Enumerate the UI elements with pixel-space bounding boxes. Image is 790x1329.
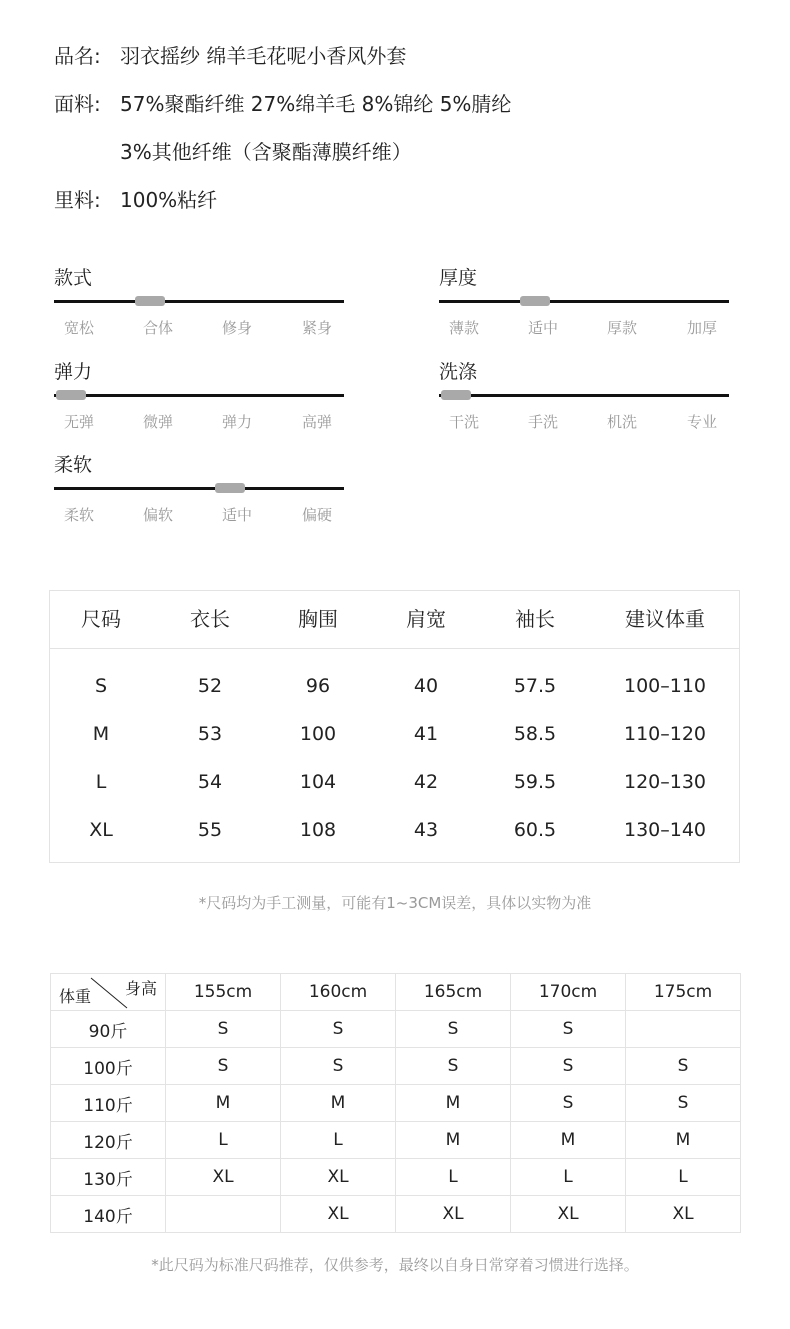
corner-cell: [51, 974, 166, 1011]
attr-track: [54, 487, 344, 490]
size-cell: S: [281, 1048, 396, 1085]
attr-option: 专业: [686, 413, 717, 431]
size-header-cell: 尺码: [81, 607, 121, 631]
height-header-cell: 175cm: [626, 974, 741, 1011]
fabric-value-1: 57%聚酯纤维 27%绵羊毛 8%锦纶 5%腈纶: [120, 92, 512, 116]
size-header-cell: 衣长: [190, 607, 230, 631]
recommendation-note: *此尺码为标准尺码推荐，仅供参考，最终以自身日常穿着习惯进行选择。: [151, 1256, 639, 1274]
attr-options: [54, 412, 374, 432]
attr-knob: [441, 390, 471, 400]
size-cell: 96: [305, 675, 331, 697]
table-row: [51, 1048, 741, 1085]
size-header-cell: 胸围: [298, 607, 338, 631]
table-row: [51, 1196, 741, 1233]
size-cell: 41: [413, 723, 439, 745]
size-cell: 57.5: [513, 675, 557, 697]
size-cell: 54: [197, 771, 223, 793]
size-cell: [626, 1011, 741, 1048]
attr-scale-style: [54, 266, 344, 337]
attr-knob: [56, 390, 86, 400]
size-cell: 60.5: [513, 819, 557, 841]
size-cell: 53: [197, 723, 223, 745]
size-cell: XL: [166, 1159, 281, 1196]
size-cell: XL: [281, 1159, 396, 1196]
height-header-cell: 170cm: [511, 974, 626, 1011]
product-name-label: 品名:: [54, 44, 101, 68]
attr-scale-thickness: [439, 266, 729, 337]
attr-scale-washing: [439, 360, 729, 431]
size-cell: L: [281, 1122, 396, 1159]
attr-option: 偏硬: [301, 506, 332, 524]
size-cell: 55: [197, 819, 223, 841]
size-cell: 58.5: [513, 723, 557, 745]
table-row: [51, 1159, 741, 1196]
weight-cell: 100斤: [51, 1048, 166, 1085]
size-cell: S: [166, 1048, 281, 1085]
weight-cell: 110斤: [51, 1085, 166, 1122]
weight-cell: 120斤: [51, 1122, 166, 1159]
attr-option: 加厚: [686, 319, 717, 337]
fabric-value-2: 3%其他纤维（含聚酯薄膜纤维）: [120, 140, 412, 164]
table-row: [50, 810, 739, 850]
size-cell: M: [626, 1122, 741, 1159]
size-cell: XL: [89, 819, 113, 841]
product-name-value: 羽衣摇纱 绵羊毛花呢小香风外套: [120, 44, 407, 68]
attr-track: [54, 300, 344, 303]
size-cell: 59.5: [513, 771, 557, 793]
size-table-note: *尺码均为手工测量，可能有1~3CM误差，具体以实物为准: [198, 894, 592, 912]
size-cell: L: [166, 1122, 281, 1159]
height-axis-label: 身高: [124, 979, 157, 998]
attr-knob: [215, 483, 245, 493]
product-name-line: [54, 44, 406, 68]
size-header-cell: 袖长: [515, 607, 555, 631]
attr-option: 微弹: [142, 413, 173, 431]
height-header-cell: 165cm: [396, 974, 511, 1011]
attr-option: 无弹: [63, 413, 94, 431]
size-cell: XL: [511, 1196, 626, 1233]
table-row: [50, 714, 739, 754]
size-cell: S: [511, 1048, 626, 1085]
attr-option: 修身: [221, 319, 252, 337]
size-cell: 43: [413, 819, 439, 841]
attr-options: [54, 505, 374, 525]
attr-option: 紧身: [301, 319, 332, 337]
size-cell: 104: [299, 771, 337, 793]
weight-cell: 130斤: [51, 1159, 166, 1196]
size-cell: 110–120: [623, 723, 707, 745]
size-cell: 100: [299, 723, 337, 745]
size-cell: S: [396, 1011, 511, 1048]
size-cell: [166, 1196, 281, 1233]
attr-option: 适中: [527, 319, 558, 337]
attr-option: 偏软: [142, 506, 173, 524]
size-cell: S: [281, 1011, 396, 1048]
attr-option: 柔软: [63, 506, 94, 524]
size-cell: 52: [197, 675, 223, 697]
size-header-cell: 肩宽: [406, 607, 446, 631]
attr-scale-softness: [54, 453, 344, 524]
table-row: [50, 762, 739, 802]
attr-track: [439, 300, 729, 303]
size-header-cell: 建议体重: [625, 607, 705, 631]
table-row: [51, 974, 741, 1011]
size-cell: S: [166, 1011, 281, 1048]
attr-option: 弹力: [221, 413, 252, 431]
size-cell: M: [166, 1085, 281, 1122]
fabric-line: [54, 92, 511, 116]
attr-option: 干洗: [448, 413, 479, 431]
fabric-label: 面料:: [54, 92, 101, 116]
attr-title: 洗涤: [439, 361, 478, 383]
attr-title: 厚度: [439, 267, 478, 289]
size-cell: L: [511, 1159, 626, 1196]
attr-option: 厚款: [606, 319, 637, 337]
size-recommendation-table: [50, 973, 741, 1233]
lining-value: 100%粘纤: [120, 188, 218, 212]
lining-line: [54, 188, 217, 212]
size-cell: S: [511, 1085, 626, 1122]
attr-options: [54, 318, 374, 338]
attr-option: 适中: [221, 506, 252, 524]
attr-title: 弹力: [54, 361, 93, 383]
weight-cell: 140斤: [51, 1196, 166, 1233]
attr-option: 宽松: [63, 319, 94, 337]
lining-label: 里料:: [54, 188, 101, 212]
size-cell: L: [626, 1159, 741, 1196]
size-cell: L: [95, 771, 107, 793]
attr-knob: [520, 296, 550, 306]
size-cell: M: [281, 1085, 396, 1122]
attr-option: 薄款: [448, 319, 479, 337]
size-cell: XL: [626, 1196, 741, 1233]
size-cell: S: [511, 1011, 626, 1048]
attr-options: [439, 412, 759, 432]
attr-options: [439, 318, 759, 338]
size-cell: XL: [281, 1196, 396, 1233]
size-cell: 130–140: [623, 819, 707, 841]
attr-track: [54, 394, 344, 397]
weight-axis-label: 体重: [59, 987, 92, 1006]
attr-title: 款式: [54, 267, 93, 289]
size-cell: L: [396, 1159, 511, 1196]
size-cell: S: [626, 1085, 741, 1122]
size-table-header: [50, 591, 739, 649]
size-cell: 40: [413, 675, 439, 697]
size-cell: 108: [299, 819, 337, 841]
table-row: [51, 1122, 741, 1159]
size-table: [49, 590, 740, 863]
size-cell: M: [511, 1122, 626, 1159]
table-row: [51, 1085, 741, 1122]
attr-knob: [135, 296, 165, 306]
attr-scale-elasticity: [54, 360, 344, 431]
table-row: [50, 666, 739, 706]
attr-option: 高弹: [301, 413, 332, 431]
size-cell: M: [92, 723, 110, 745]
size-cell: M: [396, 1122, 511, 1159]
size-cell: S: [396, 1048, 511, 1085]
attr-option: 机洗: [606, 413, 637, 431]
size-cell: 120–130: [623, 771, 707, 793]
size-cell: XL: [396, 1196, 511, 1233]
weight-cell: 90斤: [51, 1011, 166, 1048]
table-row: [51, 1011, 741, 1048]
size-cell: M: [396, 1085, 511, 1122]
height-header-cell: 160cm: [281, 974, 396, 1011]
size-cell: S: [94, 675, 108, 697]
attr-title: 柔软: [54, 454, 93, 476]
height-header-cell: 155cm: [166, 974, 281, 1011]
attr-track: [439, 394, 729, 397]
size-cell: S: [626, 1048, 741, 1085]
size-cell: 100–110: [623, 675, 707, 697]
attr-option: 手洗: [527, 413, 558, 431]
attr-option: 合体: [142, 319, 173, 337]
size-cell: 42: [413, 771, 439, 793]
